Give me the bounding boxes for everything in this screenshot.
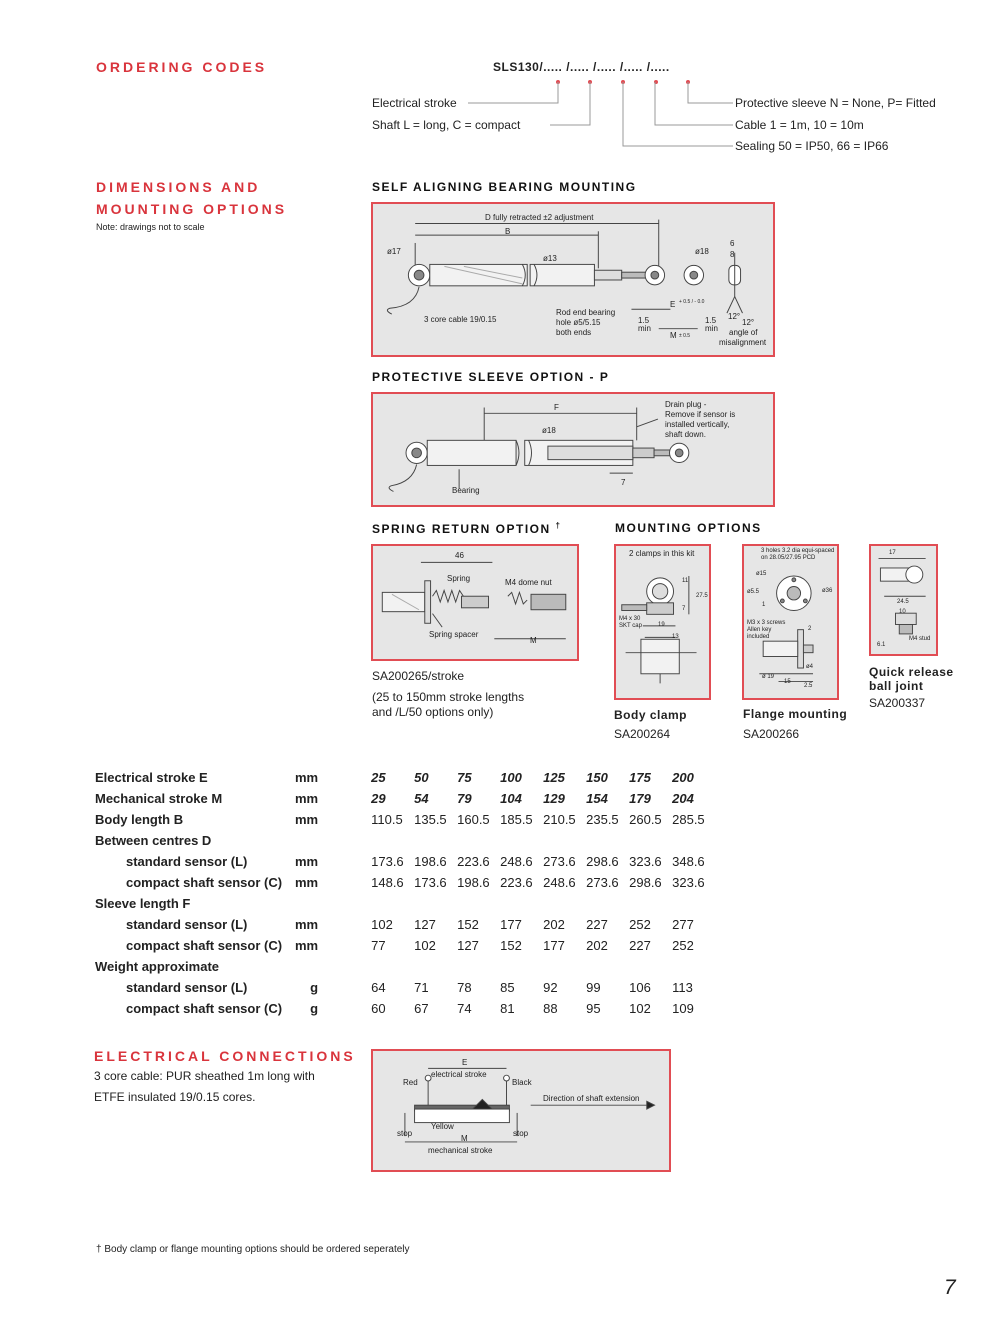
spec-value: 113 xyxy=(672,980,693,995)
spec-value: 71 xyxy=(414,980,429,995)
n1-label: 1 xyxy=(762,602,766,608)
spec-value xyxy=(543,956,586,977)
e-label: E xyxy=(462,1058,468,1067)
spec-row xyxy=(95,809,715,830)
spring-label: Spring xyxy=(447,574,471,583)
spec-value: 323.6 xyxy=(672,875,705,890)
spec-value: 160.5 xyxy=(457,812,490,827)
spec-value xyxy=(543,893,586,914)
spec-value xyxy=(672,830,715,851)
electrical-stroke-label: Electrical stroke xyxy=(372,96,457,110)
dome-nut-label: M4 dome nut xyxy=(505,578,552,587)
d55-label: ø5.5 xyxy=(747,589,760,595)
spec-value: 60 xyxy=(371,1001,386,1016)
electrical-diagram xyxy=(371,1049,671,1172)
spec-value: 204 xyxy=(672,791,694,806)
holes-label-1: 3 holes 3.2 dia equi-spaced xyxy=(761,548,835,554)
spec-value: 173.6 xyxy=(371,854,404,869)
spec-value: 227 xyxy=(586,917,608,932)
flange-part: SA200266 xyxy=(743,727,800,741)
spec-unit xyxy=(295,956,318,977)
spec-value: 109 xyxy=(672,1001,694,1016)
spring-note-1: (25 to 150mm stroke lengths xyxy=(372,690,525,704)
spec-value xyxy=(672,956,715,977)
self-aligning-drawing xyxy=(371,202,775,357)
spec-label: Body length B xyxy=(95,812,184,827)
spec-label: Electrical stroke E xyxy=(95,770,208,785)
spec-value xyxy=(500,893,543,914)
electrical-stroke-label: electrical stroke xyxy=(431,1070,487,1079)
spec-value: 260.5 xyxy=(629,812,662,827)
spec-value xyxy=(543,830,586,851)
spec-label: Weight approximate xyxy=(95,959,220,974)
spec-value: 248.6 xyxy=(543,875,576,890)
spec-value: 77 xyxy=(371,938,386,953)
spec-row xyxy=(95,998,715,1019)
yellow-wire-label: Yellow xyxy=(431,1122,454,1131)
spec-value: 99 xyxy=(586,980,601,995)
spec-value: 54 xyxy=(414,791,429,806)
allen-key-label: Allen key xyxy=(747,627,772,633)
body-clamp-part: SA200264 xyxy=(614,727,671,741)
spec-row xyxy=(95,977,715,998)
black-wire-label: Black xyxy=(512,1078,532,1087)
body-clamp-drawing xyxy=(614,544,711,700)
spec-value xyxy=(500,830,543,851)
electrical-text-2: ETFE insulated 19/0.15 cores. xyxy=(94,1090,256,1104)
spring-note-2: and /L/50 options only) xyxy=(372,705,494,719)
spec-label: standard sensor (L) xyxy=(126,854,248,869)
min-dimension-1: 1.5 xyxy=(638,316,650,325)
m-tolerance: ± 0.5 xyxy=(679,333,691,339)
m4-stud-label: M4 stud xyxy=(909,636,931,642)
d-dimension: D fully retracted ±2 adjustment xyxy=(485,213,594,222)
m3-screws-label: M3 x 3 screws xyxy=(747,620,786,626)
spec-value: 285.5 xyxy=(672,812,705,827)
spec-value: 277 xyxy=(672,917,694,932)
min-label-2: min xyxy=(705,324,718,333)
spec-label: standard sensor (L) xyxy=(126,917,248,932)
spec-value xyxy=(414,893,457,914)
mechanical-stroke-label: mechanical stroke xyxy=(428,1146,493,1155)
spec-value: 125 xyxy=(543,770,565,785)
rod-both-label: both ends xyxy=(556,328,592,337)
shaft-label: Shaft L = long, C = compact xyxy=(372,118,521,132)
sleeve-drawing xyxy=(371,392,775,507)
direction-label: Direction of shaft extension xyxy=(543,1094,640,1103)
six-label: 6 xyxy=(730,239,735,248)
spec-value: 173.6 xyxy=(414,875,447,890)
spec-value: 152 xyxy=(500,938,522,953)
spec-label: Sleeve length F xyxy=(95,896,191,911)
spec-value: 79 xyxy=(457,791,472,806)
spec-value: 106 xyxy=(629,980,651,995)
spec-value: 25 xyxy=(371,770,386,785)
angle-12-left: 12° xyxy=(728,312,741,321)
spec-value: 210.5 xyxy=(543,812,576,827)
ordering-code: SLS130/..... /..... /..... /..... /..... xyxy=(493,60,670,74)
spec-label: compact shaft sensor (C) xyxy=(126,875,283,890)
spec-value: 110.5 xyxy=(371,812,403,827)
spec-unit: mm xyxy=(295,854,319,869)
spec-row xyxy=(95,935,715,956)
angle-of-label: angle of xyxy=(729,328,758,337)
spec-label: compact shaft sensor (C) xyxy=(126,938,283,953)
spec-value: 81 xyxy=(500,1001,515,1016)
spec-unit: mm xyxy=(295,875,319,890)
rod-end-label: Rod end bearing xyxy=(556,308,616,317)
ordering-leader-lines xyxy=(460,80,760,150)
mounting-options-title: MOUNTING OPTIONS xyxy=(615,521,762,535)
electrical-heading: ELECTRICAL CONNECTIONS xyxy=(94,1048,356,1064)
spec-value: 175 xyxy=(629,770,651,785)
drain-shaft-label: shaft down. xyxy=(665,430,706,439)
drain-vertical-label: installed vertically, xyxy=(665,420,730,429)
spec-value xyxy=(586,956,629,977)
n17-label: 17 xyxy=(889,550,896,556)
spec-value: 150 xyxy=(586,770,608,785)
n61-label: 6.1 xyxy=(877,642,886,648)
spec-value: 179 xyxy=(629,791,651,806)
clamps-label: 2 clamps in this kit xyxy=(629,549,695,558)
spec-value xyxy=(371,893,414,914)
spec-unit: mm xyxy=(295,770,319,785)
spec-value: 323.6 xyxy=(629,854,662,869)
holes-label-2: on 28.05/27.95 PCD xyxy=(761,555,816,561)
flange-name: Flange mounting xyxy=(743,707,848,721)
spec-row xyxy=(95,788,715,809)
ball-joint-drawing xyxy=(869,544,938,656)
spec-unit xyxy=(295,830,318,851)
dia18-label: ø18 xyxy=(542,426,556,435)
self-aligning-title: SELF ALIGNING BEARING MOUNTING xyxy=(372,180,637,194)
spec-value xyxy=(414,830,457,851)
spec-value: 200 xyxy=(672,770,694,785)
spec-value: 273.6 xyxy=(586,875,619,890)
min-dimension-2: 1.5 xyxy=(705,316,717,325)
spec-value: 88 xyxy=(543,1001,558,1016)
spec-value: 135.5 xyxy=(414,812,447,827)
spec-value: 67 xyxy=(414,1001,429,1016)
n275-label: 27.5 xyxy=(696,593,708,599)
spec-row xyxy=(95,830,715,851)
spec-table xyxy=(95,767,715,1019)
cable-label: Cable 1 = 1m, 10 = 10m xyxy=(735,118,864,132)
spec-label: standard sensor (L) xyxy=(126,980,248,995)
spec-value: 64 xyxy=(371,980,386,995)
spec-value: 298.6 xyxy=(629,875,662,890)
drain-remove-label: Remove if sensor is xyxy=(665,410,736,419)
spec-value: 148.6 xyxy=(371,875,404,890)
spec-unit xyxy=(295,893,318,914)
spec-value: 202 xyxy=(586,938,608,953)
spec-row xyxy=(95,872,715,893)
spec-row xyxy=(95,956,715,977)
skt-label: SKT cap xyxy=(619,623,642,629)
spec-value xyxy=(629,830,672,851)
spec-value xyxy=(586,830,629,851)
n46-label: 46 xyxy=(455,551,464,560)
spec-value xyxy=(629,956,672,977)
n245-label: 24.5 xyxy=(897,599,909,605)
m4-label: M4 x 30 xyxy=(619,616,641,622)
n19-label: 19 xyxy=(658,622,665,628)
m-label: M xyxy=(461,1134,468,1143)
dia18-label: ø18 xyxy=(695,247,709,256)
spec-unit: mm xyxy=(295,812,319,827)
spec-value: 177 xyxy=(500,917,522,932)
ball-joint-part: SA200337 xyxy=(869,696,926,710)
spec-row xyxy=(95,767,715,788)
e-tolerance: + 0.5 / - 0.0 xyxy=(679,299,705,305)
ball-joint-name-1: Quick release xyxy=(869,665,954,679)
spec-unit: g xyxy=(310,1001,319,1016)
spring-spacer-label: Spring spacer xyxy=(429,630,479,639)
spec-value: 152 xyxy=(457,917,479,932)
n25-label: 2.5 xyxy=(804,683,813,689)
spec-label: compact shaft sensor (C) xyxy=(126,1001,283,1016)
misalignment-label: misalignment xyxy=(719,338,767,347)
spec-row xyxy=(95,851,715,872)
page-number: 7 xyxy=(944,1276,956,1299)
spec-value: 75 xyxy=(457,770,472,785)
seven-label: 7 xyxy=(621,478,626,487)
n11-label: 11 xyxy=(682,578,689,584)
spec-value: 227 xyxy=(629,938,651,953)
spec-unit: mm xyxy=(295,791,319,806)
spec-unit: mm xyxy=(295,917,319,932)
cable-label: 3 core cable 19/0.15 xyxy=(424,315,497,324)
spec-value: 95 xyxy=(586,1001,601,1016)
spec-value xyxy=(414,956,457,977)
protective-sleeve-label: Protective sleeve N = None, P= Fitted xyxy=(735,96,936,110)
spec-value xyxy=(457,830,500,851)
d36-label: ø36 xyxy=(822,588,833,594)
spec-value: 127 xyxy=(457,938,479,953)
spec-value: 248.6 xyxy=(500,854,533,869)
spec-value: 50 xyxy=(414,770,429,785)
n10-label: 10 xyxy=(899,609,906,615)
stop-right-label: stop xyxy=(513,1129,529,1138)
spec-value xyxy=(371,956,414,977)
dimensions-heading: DIMENSIONS AND xyxy=(96,179,261,195)
spec-row xyxy=(95,914,715,935)
d4-label: ø4 xyxy=(806,664,814,670)
spec-value: 74 xyxy=(457,1001,472,1016)
min-label-1: min xyxy=(638,324,651,333)
spec-unit: g xyxy=(310,980,319,995)
spec-value: 92 xyxy=(543,980,558,995)
spec-label: Between centres D xyxy=(95,833,212,848)
footnote: † Body clamp or flange mounting options should be ordered seperately xyxy=(96,1244,410,1255)
flange-drawing xyxy=(742,544,839,700)
dia17-label: ø17 xyxy=(387,247,401,256)
d15-label: ø15 xyxy=(756,571,767,577)
spec-value xyxy=(457,893,500,914)
spec-value: 223.6 xyxy=(500,875,533,890)
spec-value: 78 xyxy=(457,980,472,995)
sealing-label: Sealing 50 = IP50, 66 = IP66 xyxy=(735,139,889,153)
n13-label: 13 xyxy=(672,634,679,640)
spec-value: 102 xyxy=(371,917,393,932)
angle-12-right: 12° xyxy=(742,318,755,327)
f-dimension: F xyxy=(554,403,559,412)
n7-label: 7 xyxy=(682,606,686,612)
ball-joint-name-2: ball joint xyxy=(869,679,924,693)
body-clamp-name: Body clamp xyxy=(614,708,688,722)
spring-drawing xyxy=(371,544,579,661)
spec-value: 29 xyxy=(371,791,386,806)
bearing-label: Bearing xyxy=(452,486,480,495)
spec-value: 177 xyxy=(543,938,565,953)
spring-part: SA200265/stroke xyxy=(372,669,465,683)
spec-value: 223.6 xyxy=(457,854,490,869)
ordering-codes-heading: ORDERING CODES xyxy=(96,59,268,75)
spec-value: 185.5 xyxy=(500,812,533,827)
m-dimension: M xyxy=(670,331,677,340)
spec-value xyxy=(672,893,715,914)
e-dimension: E xyxy=(670,300,676,309)
drain-plug-label: Drain plug - xyxy=(665,400,707,409)
red-wire-label: Red xyxy=(403,1078,418,1087)
n15-label: 15 xyxy=(784,679,791,685)
b-dimension: B xyxy=(505,227,511,236)
spec-value xyxy=(371,830,414,851)
spec-value xyxy=(629,893,672,914)
spec-value: 127 xyxy=(414,917,436,932)
spec-value: 202 xyxy=(543,917,565,932)
included-label: included xyxy=(747,634,770,640)
eight-label: 8 xyxy=(730,250,735,259)
spec-value: 100 xyxy=(500,770,522,785)
n2-label: 2 xyxy=(808,626,812,632)
spec-value: 298.6 xyxy=(586,854,619,869)
spec-value: 252 xyxy=(672,938,694,953)
spring-title: SPRING RETURN OPTION † xyxy=(372,521,562,536)
m-label: M xyxy=(530,636,537,645)
spec-value: 273.6 xyxy=(543,854,576,869)
drawings-note: Note: drawings not to scale xyxy=(96,222,205,232)
spec-value xyxy=(586,893,629,914)
electrical-text-1: 3 core cable: PUR sheathed 1m long with xyxy=(94,1069,315,1083)
spec-value: 85 xyxy=(500,980,515,995)
spec-label: Mechanical stroke M xyxy=(95,791,223,806)
spec-value: 129 xyxy=(543,791,565,806)
spec-value: 235.5 xyxy=(586,812,619,827)
spec-value: 102 xyxy=(414,938,436,953)
stop-left-label: stop xyxy=(397,1129,413,1138)
spec-value: 348.6 xyxy=(672,854,705,869)
spec-value: 154 xyxy=(586,791,608,806)
mounting-heading: MOUNTING OPTIONS xyxy=(96,201,288,217)
sleeve-title: PROTECTIVE SLEEVE OPTION - P xyxy=(372,370,610,384)
spec-value xyxy=(457,956,500,977)
spec-unit: mm xyxy=(295,938,319,953)
spec-value: 102 xyxy=(629,1001,651,1016)
spec-value: 252 xyxy=(629,917,651,932)
spec-value: 198.6 xyxy=(414,854,447,869)
d19-label: ø 19 xyxy=(762,674,775,680)
spec-value: 198.6 xyxy=(457,875,490,890)
spec-value xyxy=(500,956,543,977)
spec-value: 104 xyxy=(500,791,522,806)
dia13-label: ø13 xyxy=(543,254,557,263)
spec-row xyxy=(95,893,715,914)
rod-hole-label: hole ø5/5.15 xyxy=(556,318,601,327)
